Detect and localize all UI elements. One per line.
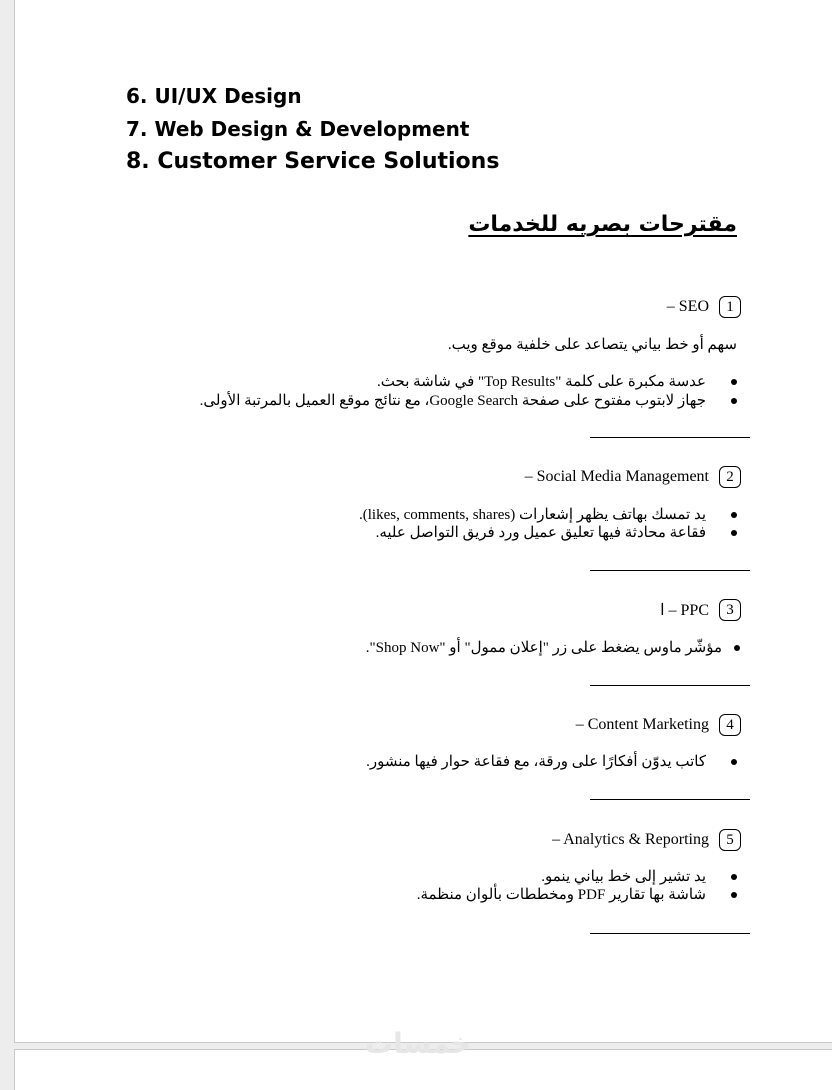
- divider: [590, 933, 750, 934]
- section-number: 5: [719, 829, 741, 851]
- list-item-text: مؤشّر ماوس يضغط على زر "إعلان ممول" أو "Shop Now".: [365, 640, 722, 656]
- english-list-item: 7. Web Design & Development: [126, 117, 470, 141]
- list-item: [376, 523, 706, 542]
- list-item-text: جهاز لابتوب مفتوح على صفحة Google Search، مع نتائج موقع العميل بالمرتبة الأولى.: [199, 393, 706, 409]
- section-number: 4: [719, 714, 741, 736]
- list-item: [417, 885, 706, 904]
- bullet-icon: [731, 512, 737, 518]
- section-header-ppc: [660, 599, 741, 621]
- section-title: ا – PPC: [660, 602, 709, 619]
- section-intro: سهم أو خط بياني يتصاعد على خلفية موقع ويب.: [447, 337, 737, 353]
- document-page: [14, 0, 832, 1043]
- section-header-content-marketing: [576, 714, 741, 736]
- section-title: – Analytics & Reporting: [552, 831, 709, 848]
- section-number: 1: [719, 296, 741, 318]
- section-header-social-media: [525, 466, 741, 488]
- bullet-icon: [731, 759, 737, 765]
- bullet-icon: [734, 645, 740, 651]
- section-heading: مقترحات بصريه للخدمات: [468, 212, 737, 237]
- list-item: [541, 867, 706, 886]
- section-header-analytics: [552, 829, 741, 851]
- section-title: – SEO: [666, 298, 709, 315]
- section-number: 3: [719, 599, 741, 621]
- english-list-item: 6. UI/UX Design: [126, 84, 302, 108]
- list-item-text: فقاعة محادثة فيها تعليق عميل ورد فريق التواصل عليه.: [375, 525, 706, 541]
- list-item-text: كاتب يدوّن أفكارًا على ورقة، مع فقاعة حوار فيها منشور.: [366, 754, 706, 770]
- list-item-text: شاشة بها تقارير PDF ومخططات بألوان منظمة.: [416, 887, 706, 903]
- bullet-icon: [731, 874, 737, 880]
- section-title: – Social Media Management: [524, 468, 709, 485]
- list-item: [366, 752, 706, 771]
- section-title: – Content Marketing: [575, 716, 709, 733]
- watermark-logo: خمسات: [365, 1027, 472, 1060]
- section-header-seo: [667, 296, 741, 318]
- list-item: [377, 372, 706, 391]
- list-item: [200, 391, 706, 410]
- list-item-text: عدسة مكبرة على كلمة "Top Results" في شاشة بحث.: [377, 374, 706, 390]
- section-number: 2: [719, 466, 741, 488]
- bullet-icon: [731, 892, 737, 898]
- list-item-text: يد تمسك بهاتف يظهر إشعارات (likes, comments, shares).: [358, 507, 706, 523]
- divider: [590, 685, 750, 686]
- divider: [590, 570, 750, 571]
- list-item: [359, 505, 706, 524]
- english-list-item: 8. Customer Service Solutions: [126, 149, 500, 174]
- divider: [590, 437, 750, 438]
- list-item: [366, 638, 722, 657]
- bullet-icon: [731, 530, 737, 536]
- bullet-icon: [731, 379, 737, 385]
- list-item-text: يد تشير إلى خط بياني ينمو.: [541, 869, 706, 885]
- bullet-icon: [731, 398, 737, 404]
- divider: [590, 799, 750, 800]
